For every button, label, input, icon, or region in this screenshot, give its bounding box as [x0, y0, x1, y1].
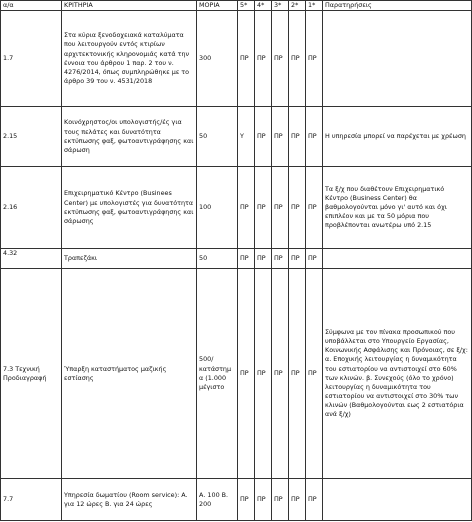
row-2-star: ΠΡ: [289, 249, 306, 269]
row-5-star: ΠΡ: [238, 249, 255, 269]
row-5-star: ΠΡ: [238, 479, 255, 521]
table-row: [1, 107, 472, 167]
row-3-star: ΠΡ: [272, 107, 289, 167]
header-4-star: 4*: [255, 1, 272, 11]
row-notes: Σύμφωνα με τον πίνακα προσωπικού που υποβάλλεται στο Υπουργείο Εργασίας, Κοινωνικής Ασφάλισης και Πρόνοιας, σε ξ/χ: α. Εποχικής λειτουργίας η δυναμικότητα του εστιατορίου να αντιστοιχεί στο 60% των κλινών. β. Συνεχούς (όλο το χρόνο) λειτουργίας η δυναμικότητα του εστιατορίου να αντιστοιχεί στο 30% των κλινών (Βαθμολογούνται εως 2 εστιατόρια ανά ξ/χ): [323, 269, 472, 479]
row-criteria: Ύπαρξη καταστήματος μαζικής εστίασης: [62, 269, 197, 479]
row-1-star: ΠΡ: [306, 107, 323, 167]
row-2-star: ΠΡ: [289, 269, 306, 479]
header-notes: Παρατηρήσεις: [323, 1, 472, 11]
row-notes: [323, 249, 472, 269]
row-4-star: ΠΡ: [255, 269, 272, 479]
row-1-star: ΠΡ: [306, 11, 323, 107]
row-1-star: ΠΡ: [306, 269, 323, 479]
row-2-star: ΠΡ: [289, 167, 306, 249]
row-points: 50: [197, 249, 238, 269]
row-3-star: ΠΡ: [272, 479, 289, 521]
row-notes: [323, 11, 472, 107]
row-criteria: Επιχειρηματικό Κέντρο (Businees Center) με υπολογιστές για δυνατότητα εκτύπωσης φαξ, φωτοαντιγράφησης και σάρωσης: [62, 167, 197, 249]
table-row: [1, 11, 472, 107]
row-5-star: Υ: [238, 107, 255, 167]
row-2-star: ΠΡ: [289, 107, 306, 167]
row-points: 50: [197, 107, 238, 167]
row-notes: [323, 479, 472, 521]
row-4-star: ΠΡ: [255, 249, 272, 269]
table-row: [1, 167, 472, 249]
row-points: Α. 100 Β. 200: [197, 479, 238, 521]
row-aa: 2.16: [1, 167, 62, 249]
row-5-star: ΠΡ: [238, 167, 255, 249]
row-criteria: Στα κύρια ξενοδοχειακά καταλύματα που λειτουργούν εντός κτιρίων αρχιτεκτονικής κληρονομιάς κατά την έννοια του άρθρου 1 παρ. 2 του ν. 4276/2014, όπως συμπληρώθηκε με το άρθρο 39 του ν. 4531/2018: [62, 11, 197, 107]
row-4-star: ΠΡ: [255, 167, 272, 249]
row-criteria: Τραπεζάκι: [62, 249, 197, 269]
row-3-star: ΠΡ: [272, 269, 289, 479]
header-aa: α/α: [1, 1, 62, 11]
row-3-star: ΠΡ: [272, 249, 289, 269]
row-points: 300: [197, 11, 238, 107]
table-row: [1, 479, 472, 521]
header-criteria: ΚΡΙΤΗΡΙΑ: [62, 1, 197, 11]
row-4-star: ΠΡ: [255, 107, 272, 167]
row-3-star: ΠΡ: [272, 11, 289, 107]
row-criteria: Υπηρεσία δωματίου (Room service): Α. για 12 ώρες Β. για 24 ώρες: [62, 479, 197, 521]
row-1-star: ΠΡ: [306, 479, 323, 521]
row-4-star: ΠΡ: [255, 11, 272, 107]
header-1-star: 1*: [306, 1, 323, 11]
row-4-star: ΠΡ: [255, 479, 272, 521]
header-5-star: 5*: [238, 1, 255, 11]
row-aa: 4.32: [1, 249, 62, 269]
row-points: 500/ κατάστημα (1.000 μέγιστο: [197, 269, 238, 479]
header-points: ΜΟΡΙΑ: [197, 1, 238, 11]
row-2-star: ΠΡ: [289, 11, 306, 107]
row-5-star: ΠΡ: [238, 11, 255, 107]
row-3-star: ΠΡ: [272, 167, 289, 249]
table-row: [1, 249, 472, 269]
row-aa: 7.7: [1, 479, 62, 521]
header-3-star: 3*: [272, 1, 289, 11]
row-aa: 2.15: [1, 107, 62, 167]
row-2-star: ΠΡ: [289, 479, 306, 521]
row-points: 100: [197, 167, 238, 249]
table-row: [1, 269, 472, 479]
row-1-star: ΠΡ: [306, 249, 323, 269]
row-criteria: Κοινόχρηστος/οι υπολογιστής/ές για τους πελάτες και δυνατότητα εκτύπωσης φαξ, φωτοαντιγράφησης και σάρωση: [62, 107, 197, 167]
row-aa: 1.7: [1, 11, 62, 107]
row-1-star: ΠΡ: [306, 167, 323, 249]
row-notes: Τα ξ/χ που διαθέτουν Επιχειρηματικό Κέντρο (Business Center) θα βαθμολογούνται μόνο γι' αυτό και όχι επιπλέον και με τα 50 μόρια που προβλέπονται ανωτέρω υπό 2.15: [323, 167, 472, 249]
row-notes: Η υπηρεσία μπορεί να παρέχεται με χρέωση: [323, 107, 472, 167]
row-5-star: ΠΡ: [238, 269, 255, 479]
row-aa: 7.3 Τεχνική Προδιαγραφή: [1, 269, 62, 479]
header-2-star: 2*: [289, 1, 306, 11]
header-row: [1, 1, 472, 11]
